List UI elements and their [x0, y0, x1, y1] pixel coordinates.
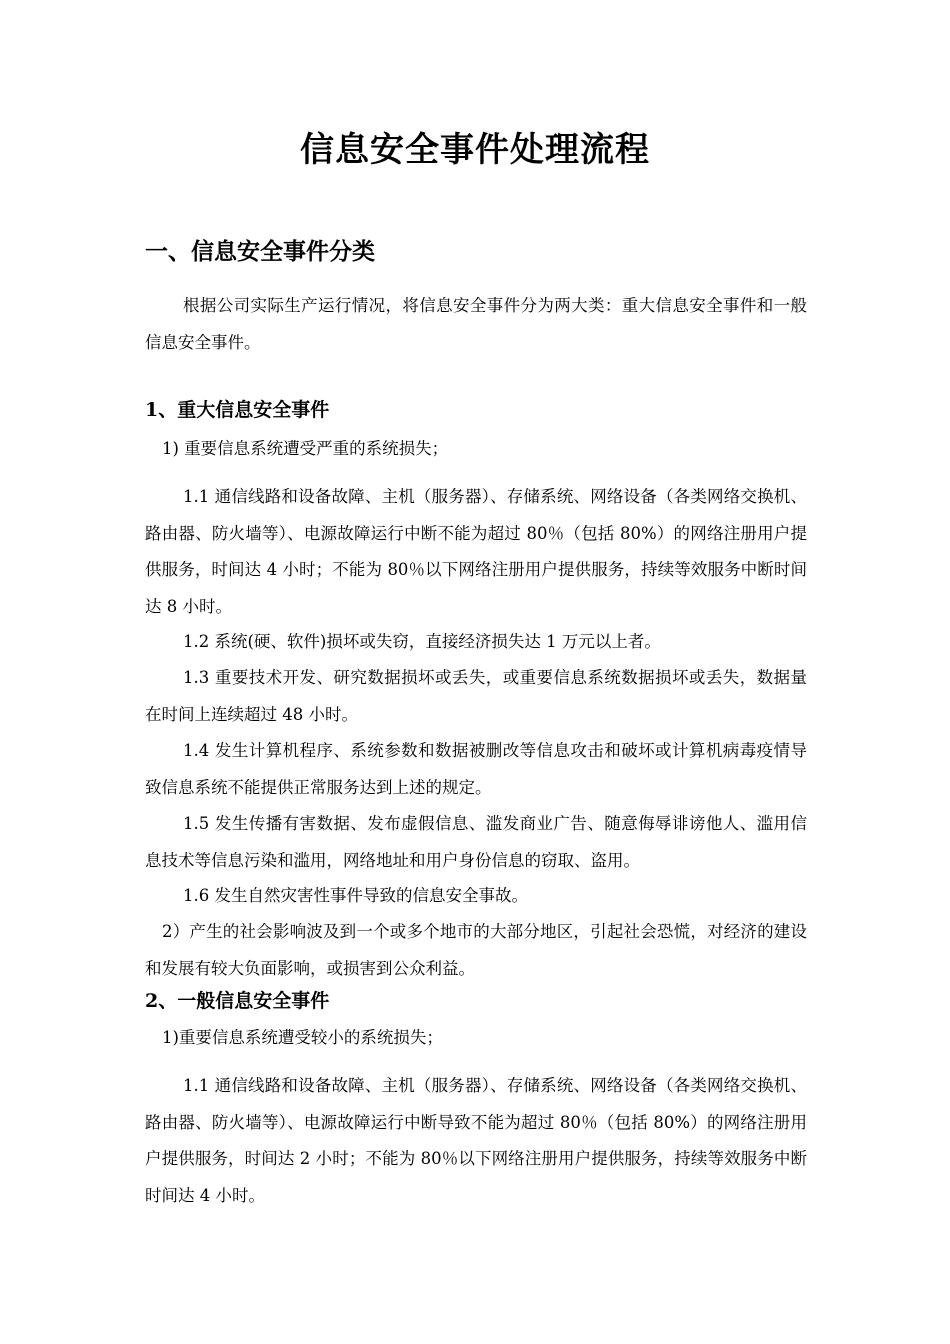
- major-paragraph-1-5: 1.5 发生传播有害数据、发布虚假信息、滥发商业广告、随意侮辱诽谤他人、滥用信息技术等信息污染和滥用，网络地址和用户身份信息的窃取、盗用。: [145, 814, 807, 870]
- intro-paragraph: 根据公司实际生产运行情况，将信息安全事件分为两大类：重大信息安全事件和一般信息安全事件。: [145, 296, 807, 352]
- general-item-1: 1)重要信息系统遭受较小的系统损失；: [162, 1028, 443, 1047]
- major-item-2: 2）产生的社会影响波及到一个或多个地市的大部分地区，引起社会恐慌，对经济的建设和发展有较大负面影响，或损害到公众利益。: [145, 922, 807, 978]
- major-item-1: 1) 重要信息系统遭受严重的系统损失；: [162, 439, 449, 458]
- document-title: 信息安全事件处理流程: [300, 130, 650, 170]
- section-heading-classification: 一、信息安全事件分类: [145, 238, 375, 265]
- major-paragraph-1-3: 1.3 重要技术开发、研究数据损坏或丢失，或重要信息系统数据损坏或丢失，数据量在时间上连续超过 48 小时。: [145, 668, 807, 724]
- major-paragraph-1-2: 1.2 系统(硬、软件)损坏或失窃，直接经济损失达 1 万元以上者。: [183, 632, 661, 651]
- general-event-heading: 2、一般信息安全事件: [145, 990, 330, 1012]
- major-paragraph-1-1: 1.1 通信线路和设备故障、主机（服务器）、存储系统、网络设备（各类网络交换机、路由器、防火墙等）、电源故障运行中断不能为超过 80％（包括 80%）的网络注册用户提供服务，时间达 4 小时；不能为 80％以下网络注册用户提供服务，持续等效服务中断时间达 8 小时。: [145, 487, 807, 616]
- major-paragraph-1-6: 1.6 发生自然灾害性事件导致的信息安全事故。: [183, 886, 528, 905]
- general-paragraph-1-1: 1.1 通信线路和设备故障、主机（服务器）、存储系统、网络设备（各类网络交换机、路由器、防火墙等）、电源故障运行中断导致不能为超过 80％（包括 80%）的网络注册用户提供服务，时间达 2 小时；不能为 80％以下网络注册用户提供服务，持续等效服务中断时间达 4 小时。: [145, 1076, 807, 1205]
- major-event-heading: 1、重大信息安全事件: [145, 399, 330, 421]
- major-paragraph-1-4: 1.4 发生计算机程序、系统参数和数据被删改等信息攻击和破坏或计算机病毒疫情导致信息系统不能提供正常服务达到上述的规定。: [145, 741, 807, 797]
